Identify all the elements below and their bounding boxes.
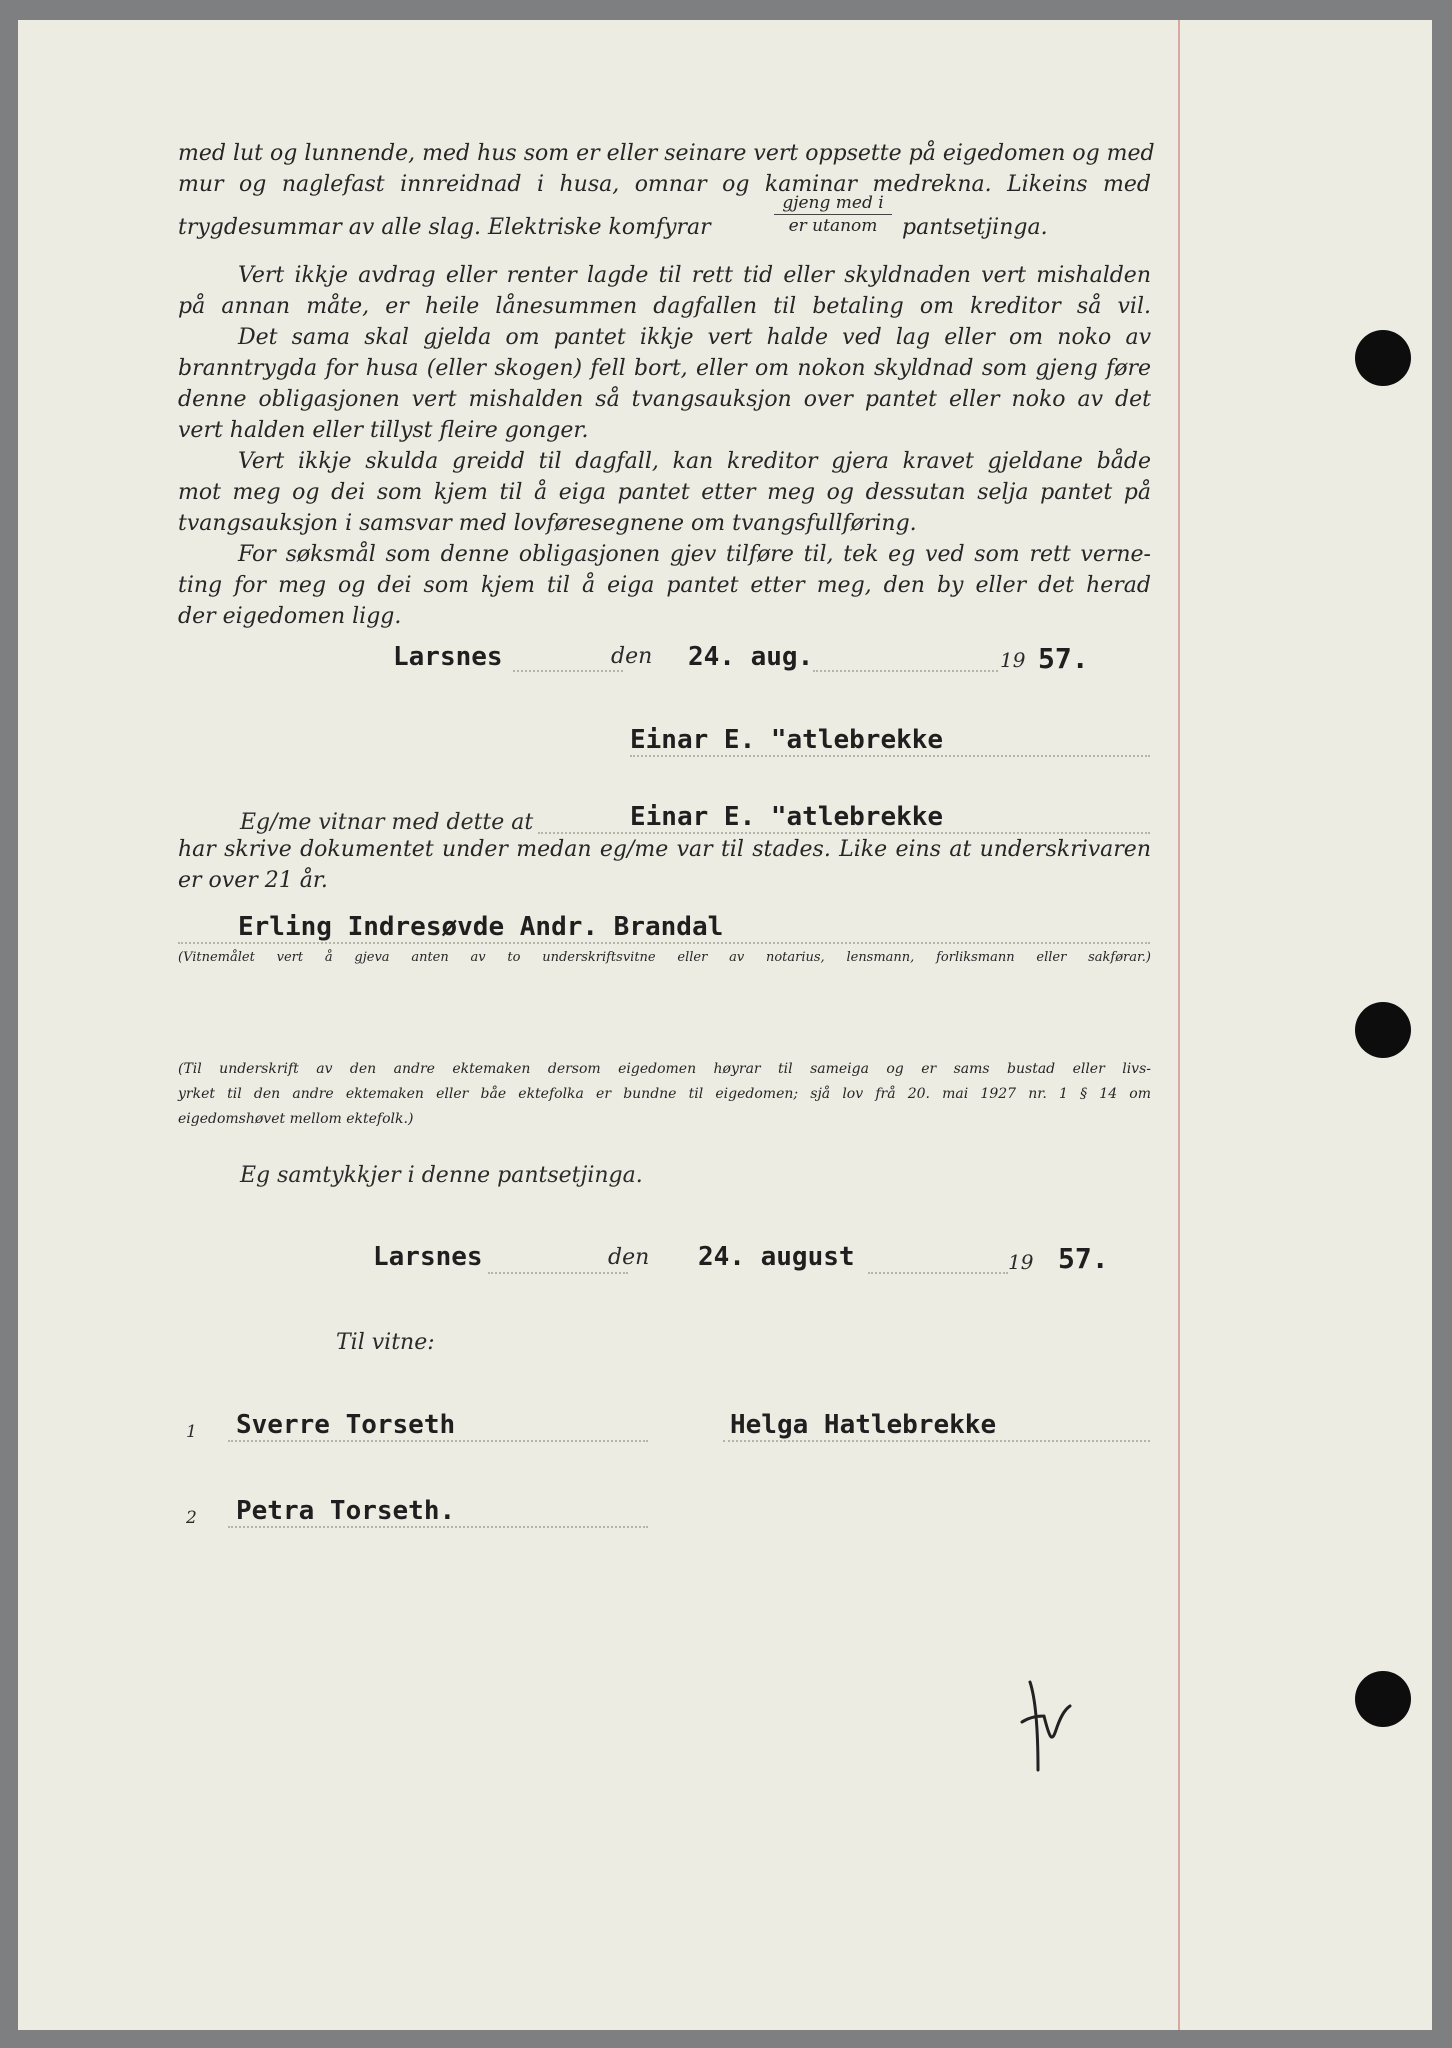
witness-names: Erling Indresøvde Andr. Brandal: [238, 912, 724, 942]
witness-note: (Vitnemålet vert å gjeva anten av to underskriftsvitne eller av notarius, lensmann, forliksmann eller sakførar.): [178, 950, 1151, 965]
text-line: er over 21 år.: [178, 868, 328, 893]
text-line: har skrive dokumentet under medan eg/me var til stades. Like eins at underskrivaren: [178, 837, 1151, 862]
dotted-line: [228, 1526, 648, 1528]
document-page: [18, 20, 1432, 2030]
punch-hole: [1355, 1671, 1411, 1727]
fraction-choice: [774, 192, 892, 237]
spouse-name: Helga Hatlebrekke: [730, 1410, 997, 1440]
date-day: 24. aug.: [688, 642, 814, 672]
signer-name: Einar E. "atlebrekke: [630, 725, 944, 755]
dotted-line: [538, 832, 1150, 834]
date-den: den: [611, 644, 653, 669]
text-line: For søksmål som denne obligasjonen gjev tilføre til, tek eg ved som rett verne-: [238, 542, 1151, 567]
witness2-name: Petra Torseth.: [236, 1496, 456, 1526]
text-line: der eigedomen ligg.: [178, 604, 402, 629]
date2-den: den: [608, 1245, 650, 1270]
consent-text: Eg samtykkjer i denne pantsetjinga.: [240, 1163, 643, 1188]
text-line: ting for meg og dei som kjem til å eiga pantet etter meg, den by eller det herad: [178, 573, 1151, 598]
punch-hole: [1355, 330, 1411, 386]
date-place: Larsnes: [393, 642, 503, 672]
fraction-top: gjeng med i: [782, 193, 884, 213]
initials-signature: [1008, 1670, 1098, 1780]
til-vitne-label: Til vitne:: [336, 1330, 435, 1355]
text-line: branntrygda for husa (eller skogen) fell bort, eller om nokon skyldnad som gjeng føre: [178, 356, 1151, 381]
witness1-name: Sverre Torseth: [236, 1410, 456, 1440]
text-line: på annan måte, er heile lånesummen dagfallen til betaling om kreditor så vil.: [178, 294, 1151, 319]
date-year-prefix: 19: [1000, 648, 1026, 672]
text-line: denne obligasjonen vert mishalden så tvangsauksjon over pantet eller noko av det: [178, 387, 1151, 412]
date2-year-prefix: 19: [1008, 1250, 1034, 1274]
signature-line: [630, 755, 1150, 757]
date2-year: 57.: [1058, 1242, 1109, 1275]
text-fragment: pantsetjinga.: [902, 215, 1048, 240]
text-line: Vert ikkje avdrag eller renter lagde til rett tid eller skyldnaden vert mishalden: [238, 263, 1151, 288]
dotted-line: [723, 1440, 1150, 1442]
text-line: Vert ikkje skulda greidd til dagfall, kan kreditor gjera kravet gjeldane både: [238, 449, 1151, 474]
text-line: mot meg og dei som kjem til å eiga pantet etter meg og dessutan selja pantet på: [178, 480, 1151, 505]
dotted-line: [868, 1272, 1008, 1274]
dotted-line: [813, 670, 998, 672]
date2-day: 24. august: [698, 1242, 855, 1272]
dotted-line: [513, 670, 623, 672]
witness-intro: Eg/me vitnar med dette at: [240, 810, 534, 835]
date2-place: Larsnes: [373, 1242, 483, 1272]
footnote-line: (Til underskrift av den andre ektemaken dersom eigedomen høyrar til sameiga og er sams bustad eller livs-: [178, 1061, 1151, 1077]
witness2-number: 2: [186, 1508, 197, 1528]
margin-rule: [1178, 20, 1180, 2030]
witnessed-signer: Einar E. "atlebrekke: [630, 802, 944, 832]
date-year: 57.: [1038, 642, 1089, 675]
text-line: mur og naglefast innreidnad i husa, omnar og kaminar medrekna. Likeins med: [178, 172, 1151, 197]
footnote-line: eigedomshøvet mellom ektefolk.): [178, 1111, 414, 1127]
dotted-line: [488, 1272, 628, 1274]
punch-hole: [1355, 1002, 1411, 1058]
fraction-bottom: er utanom: [774, 214, 892, 237]
text-fragment: trygdesummar av alle slag. Elektriske komfyrar: [178, 215, 711, 240]
footnote-line: yrket til den andre ektemaken eller båe ektefolka er bundne til eigedomen; sjå lov frå 20. mai 1927 nr. 1 § 14 om: [178, 1086, 1151, 1102]
text-line: med lut og lunnende, med hus som er eller seinare vert oppsette på eigedomen og med: [178, 141, 1155, 166]
witness1-number: 1: [186, 1422, 197, 1442]
dotted-line: [228, 1440, 648, 1442]
text-line: vert halden eller tillyst fleire gonger.: [178, 418, 589, 443]
text-line: Det sama skal gjelda om pantet ikkje vert halde ved lag eller om noko av: [238, 325, 1151, 350]
dotted-line: [178, 942, 1150, 944]
text-line: tvangsauksjon i samsvar med lovføresegnene om tvangsfullføring.: [178, 511, 917, 536]
